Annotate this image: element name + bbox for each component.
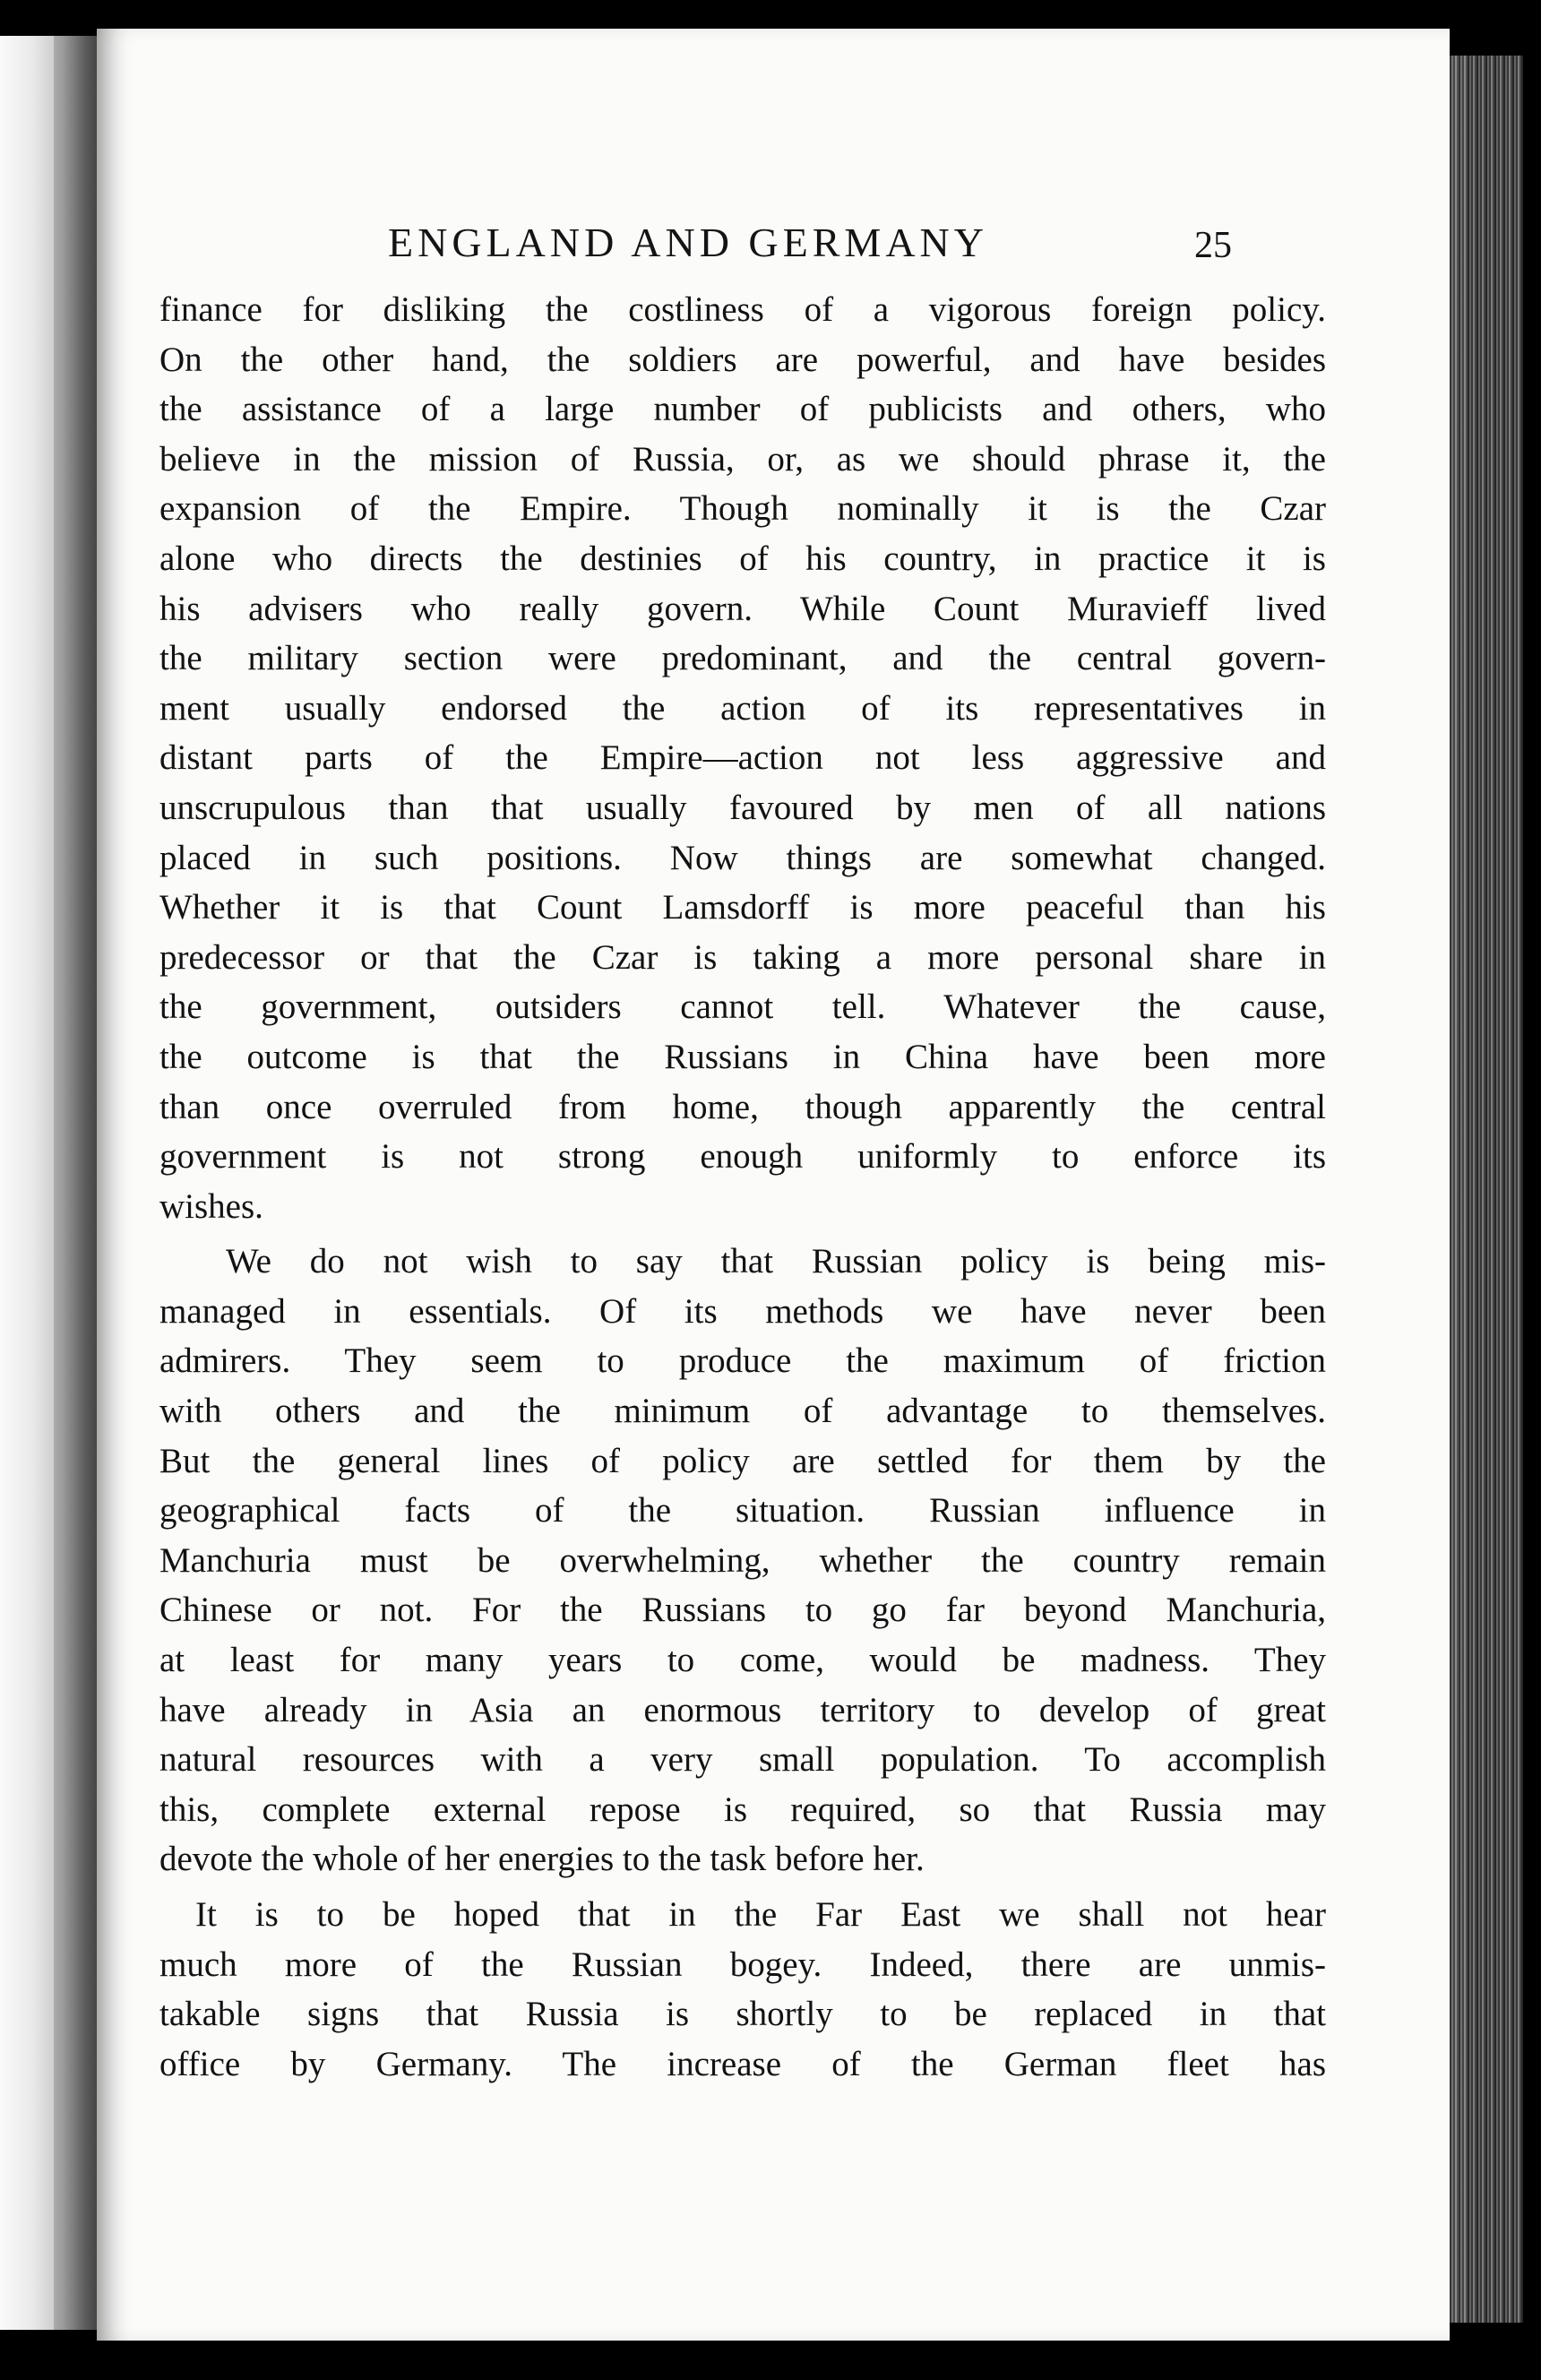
text-line: ment usually endorsed the action of its representatives in: [159, 688, 1326, 728]
text-line: Manchuria must be overwhelming, whether the country remain: [159, 1540, 1326, 1580]
paragraph: [159, 285, 1326, 1231]
text-line: unscrupulous than that usually favoured by men of all nations: [159, 788, 1326, 827]
text-line: Chinese or not. For the Russians to go far beyond Manchuria,: [159, 1591, 1326, 1630]
text-line: distant parts of the Empire—action not less aggressive and: [159, 738, 1326, 778]
text-line: the military section were predominant, and the central govern-: [159, 639, 1326, 678]
text-line: managed in essentials. Of its methods we have never been: [159, 1291, 1326, 1331]
paragraph: [159, 1237, 1326, 1884]
text-line: government is not strong enough uniformly to enforce its: [159, 1137, 1326, 1177]
page-number: 25: [1194, 225, 1232, 266]
right-page-stack-edges: [1441, 56, 1523, 2323]
text-line: predecessor or that the Czar is taking a more personal share in: [159, 937, 1326, 977]
text-line: this, complete external repose is required, so that Russia may: [159, 1789, 1326, 1829]
text-line: than once overruled from home, though apparently the central: [159, 1087, 1326, 1126]
text-line: finance for disliking the costliness of a vigorous foreign policy.: [159, 290, 1326, 329]
text-line: expansion of the Empire. Though nominally it is the Czar: [159, 489, 1326, 529]
text-line: We do not wish to say that Russian policy is being mis-: [226, 1242, 1326, 1281]
text-line: On the other hand, the soldiers are powerful, and have besides: [159, 340, 1326, 379]
text-line: Whether it is that Count Lamsdorff is more peaceful than his: [159, 888, 1326, 927]
text-line: the assistance of a large number of publicists and others, who: [159, 390, 1326, 429]
text-line: at least for many years to come, would be madness. They: [159, 1641, 1326, 1680]
text-line: takable signs that Russia is shortly to be replaced in that: [159, 1995, 1326, 2034]
text-line: But the general lines of policy are settled for them by the: [159, 1441, 1326, 1480]
text-line: alone who directs the destinies of his country, in practice it is: [159, 539, 1326, 578]
text-line: office by Germany. The increase of the German fleet has: [159, 2044, 1326, 2083]
left-page-curl: [0, 36, 54, 2330]
text-line: much more of the Russian bogey. Indeed, there are unmis-: [159, 1945, 1326, 1984]
text-line: placed in such positions. Now things are somewhat changed.: [159, 838, 1326, 877]
paragraph: [159, 1890, 1326, 2089]
text-line: wishes.: [159, 1186, 263, 1226]
running-head: [97, 219, 1450, 272]
text-line: have already in Asia an enormous territory to develop of great: [159, 1690, 1326, 1729]
body-text: [159, 285, 1326, 2089]
text-line: geographical facts of the situation. Russian influence in: [159, 1491, 1326, 1531]
text-line: devote the whole of her energies to the task before her.: [159, 1840, 925, 1879]
text-line: with others and the minimum of advantage to themselves.: [159, 1392, 1326, 1431]
book-page: [97, 29, 1450, 2341]
text-line: It is to be hoped that in the Far East we shall not hear: [195, 1895, 1326, 1934]
text-line: the outcome is that the Russians in China have been more: [159, 1037, 1326, 1076]
running-head-title: ENGLAND AND GERMANY: [388, 220, 988, 265]
text-line: admirers. They seem to produce the maximum of friction: [159, 1341, 1326, 1381]
text-line: his advisers who really govern. While Count Muravieff lived: [159, 589, 1326, 628]
text-line: believe in the mission of Russia, or, as we should phrase it, the: [159, 439, 1326, 479]
text-line: the government, outsiders cannot tell. Whatever the cause,: [159, 987, 1326, 1027]
text-line: natural resources with a very small population. To accomplish: [159, 1740, 1326, 1780]
